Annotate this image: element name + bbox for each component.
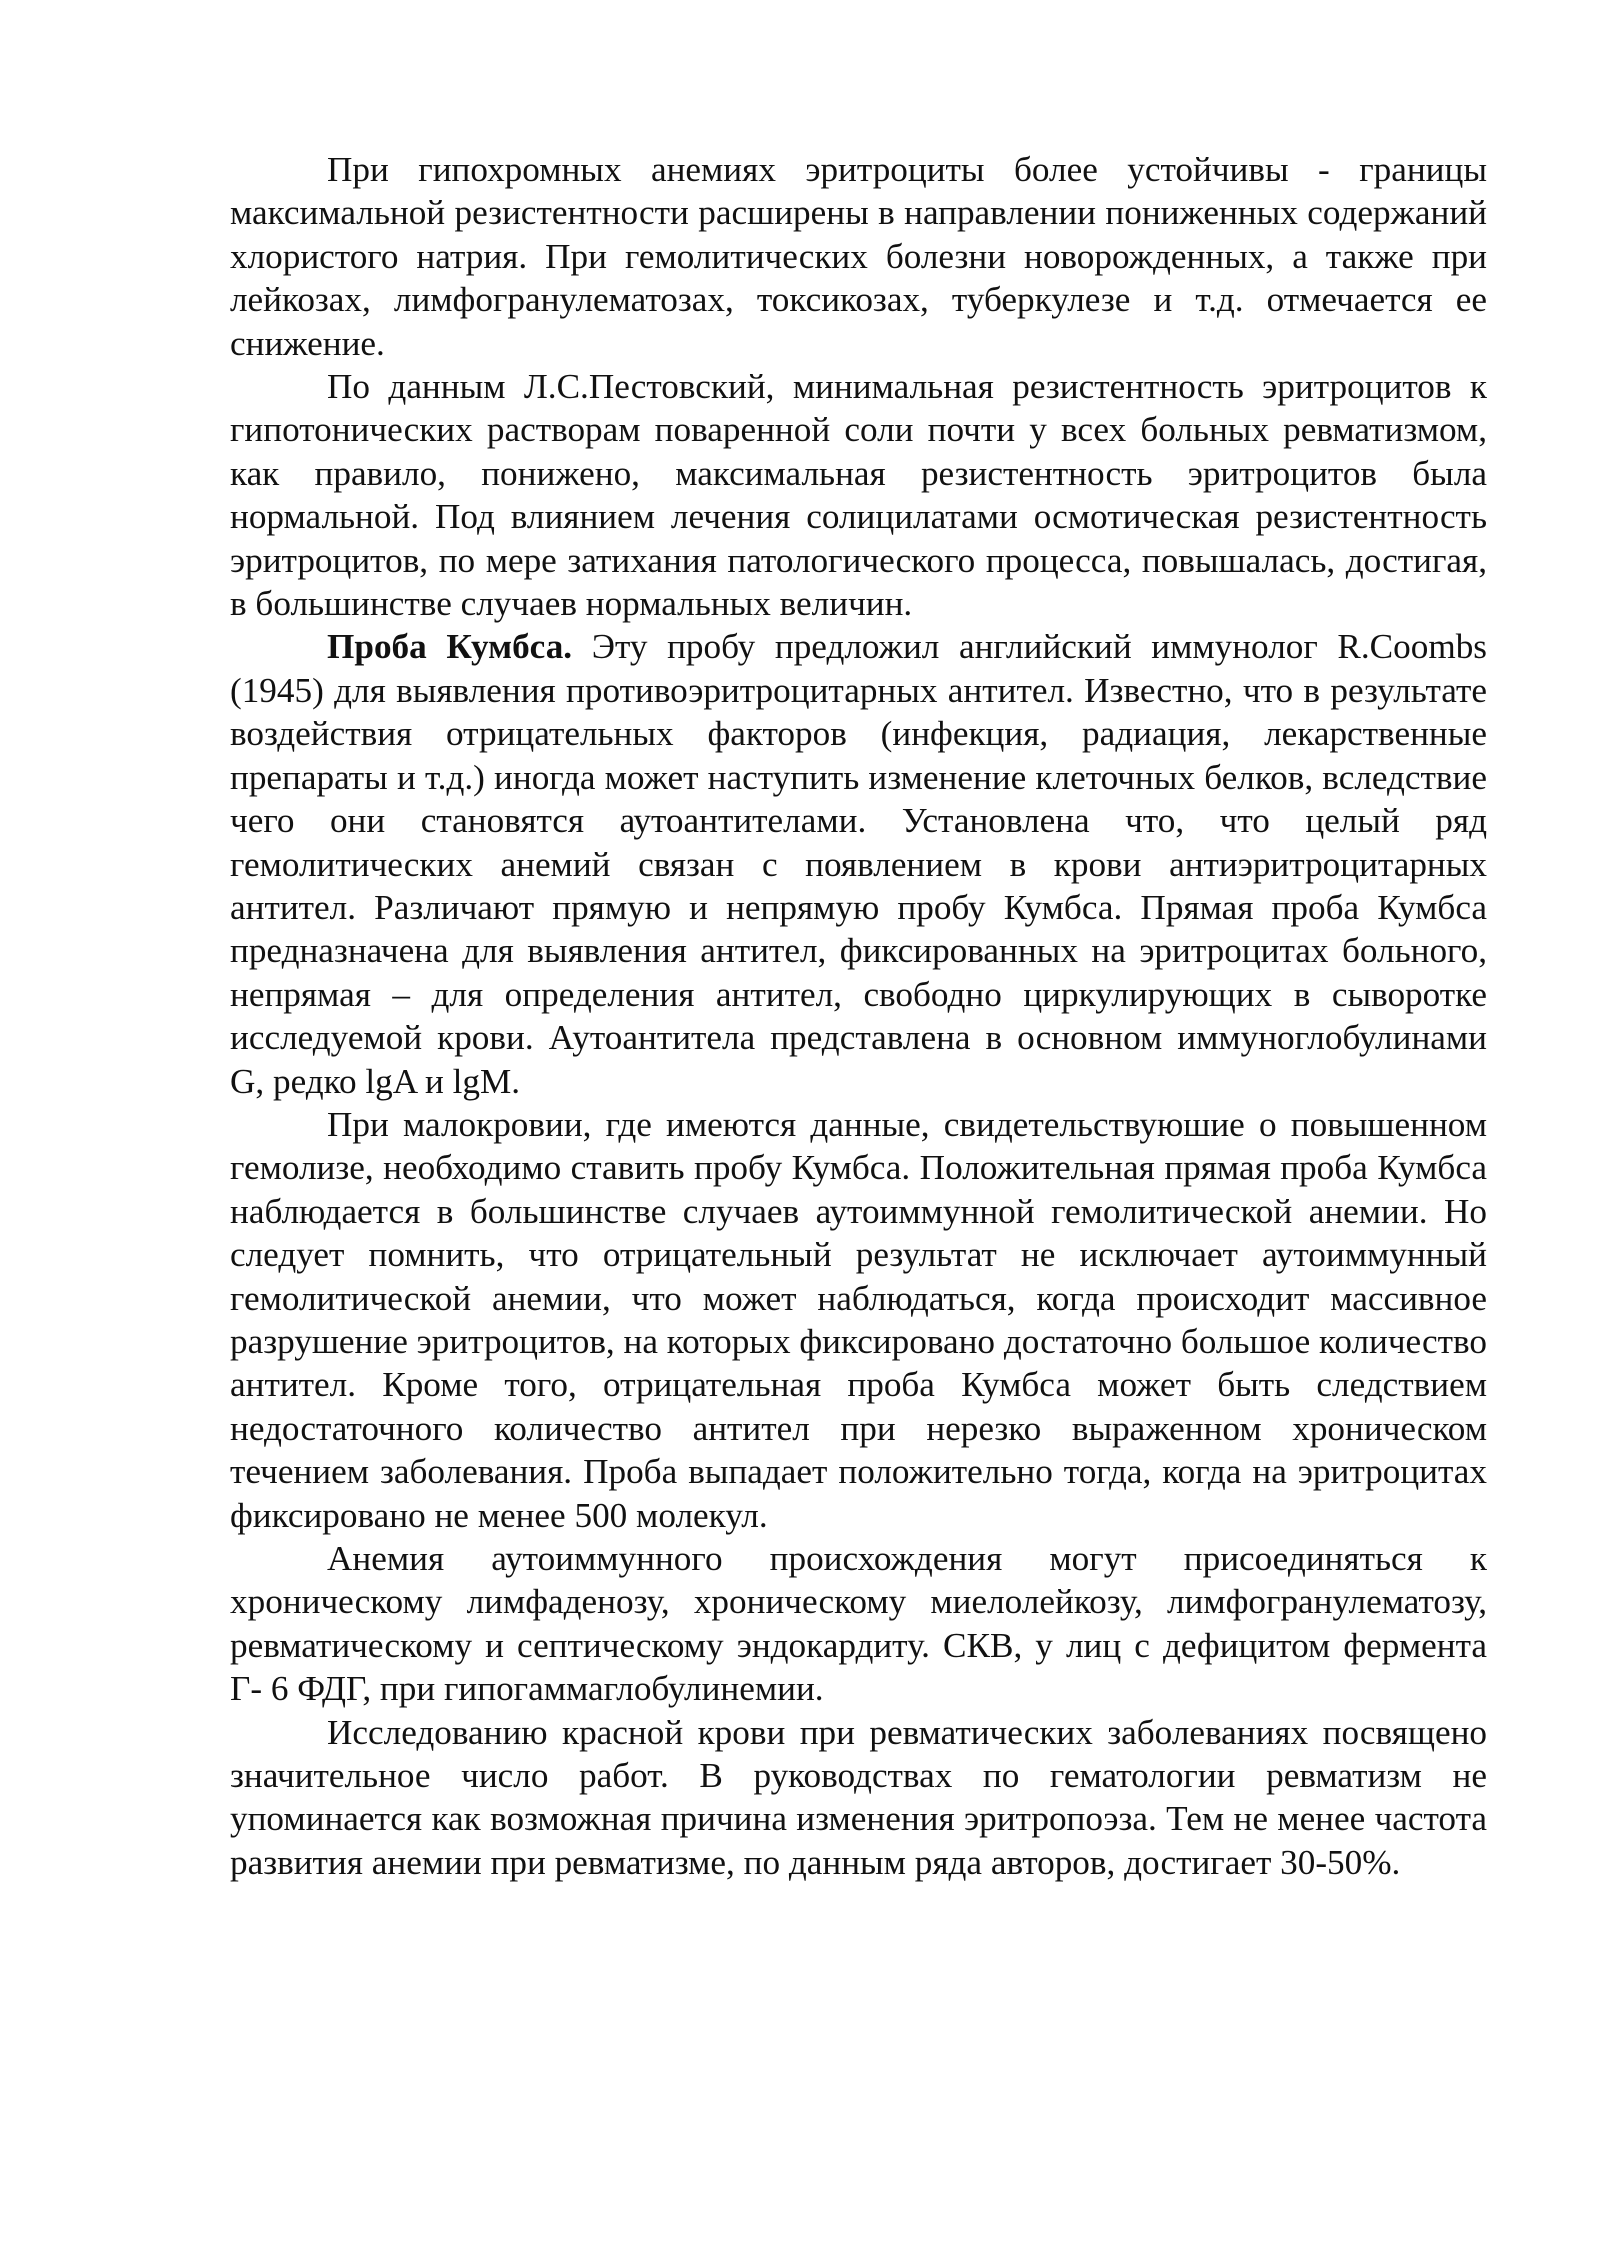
paragraph-3 [230,625,1487,1102]
paragraph-6 [230,1711,1487,1885]
paragraph-text: При гипохромных анемиях эритроциты более устойчивы - границы максимальной резистентности расширены в направлении пониженных содержаний хлористого натрия. При гемолитических болезни новорожденных, а также при лейкозах, лимфогранулематозах, токсикозах, туберкулезе и т.д. отмечается ее снижение. [230,150,1487,363]
paragraph-text: Эту пробу предложил английский иммунолог R.Coombs (1945) для выявления противоэритроцитарных антител. Известно, что в результате воздействия отрицательных факторов (инфекция, радиация, лекарственные препараты и т.д.) иногда может наступить изменение клеточных белков, вследствие чего они становятся аутоантителами. Установлена что, что целый ряд гемолитических анемий связан с появлением в крови антиэритроцитарных антител. Различают прямую и непрямую пробу Кумбса. Прямая проба Кумбса предназначена для выявления антител, фиксированных на эритроцитах больного, непрямая – для определения антител, свободно циркулирующих в сыворотке исследуемой крови. Аутоантитела представлена в основном иммуноглобулинами G, редко lgA и lgM. [230,627,1487,1101]
paragraph-2 [230,365,1487,625]
paragraph-4 [230,1103,1487,1537]
paragraph-lead-heading: Проба Кумбса. [327,627,573,667]
paragraph-5 [230,1537,1487,1711]
document-body [230,148,1487,1884]
paragraph-text: По данным Л.С.Пестовский, минимальная резистентность эритроцитов к гипотонических растворам поваренной соли почти у всех больных ревматизмом, как правило, понижено, максимальная резистентность эритроцитов была нормальной. Под влиянием лечения солицилатами осмотическая резистентность эритроцитов, по мере затихания патологического процесса, повышалась, достигая, в большинстве случаев нормальных величин. [230,367,1487,624]
paragraph-text: Исследованию красной крови при ревматических заболеваниях посвящено значительное число работ. В руководствах по гематологии ревматизм не упоминается как возможная причина изменения эритропоэза. Тем не менее частота развития анемии при ревматизме, по данным ряда авторов, достигает 30-50%. [230,1712,1487,1882]
paragraph-text: Анемия аутоиммунного происхождения могут присоединяться к хроническому лимфаденозу, хроническому миелолейкозу, лимфогранулематозу, ревматическому и септическому эндокардиту. СКВ, у лиц с дефицитом фермента Г- 6 ФДГ, при гипогаммаглобулинемии. [230,1539,1487,1709]
paragraph-text: При малокровии, где имеются данные, свидетельствуюшие о повышенном гемолизе, необходимо ставить пробу Кумбса. Положительная прямая проба Кумбса наблюдается в большинстве случаев аутоиммунной гемолитической анемии. Но следует помнить, что отрицательный результат не исключает аутоиммунный гемолитической анемии, что может наблюдаться, когда происходит массивное разрушение эритроцитов, на которых фиксировано достаточно большое количество антител. Кроме того, отрицательная проба Кумбса может быть следствием недостаточного количество антител при нерезко выраженном хроническом течением заболевания. Проба выпадает положительно тогда, когда на эритроцитах фиксировано не менее 500 молекул. [230,1104,1487,1535]
paragraph-1 [230,148,1487,365]
